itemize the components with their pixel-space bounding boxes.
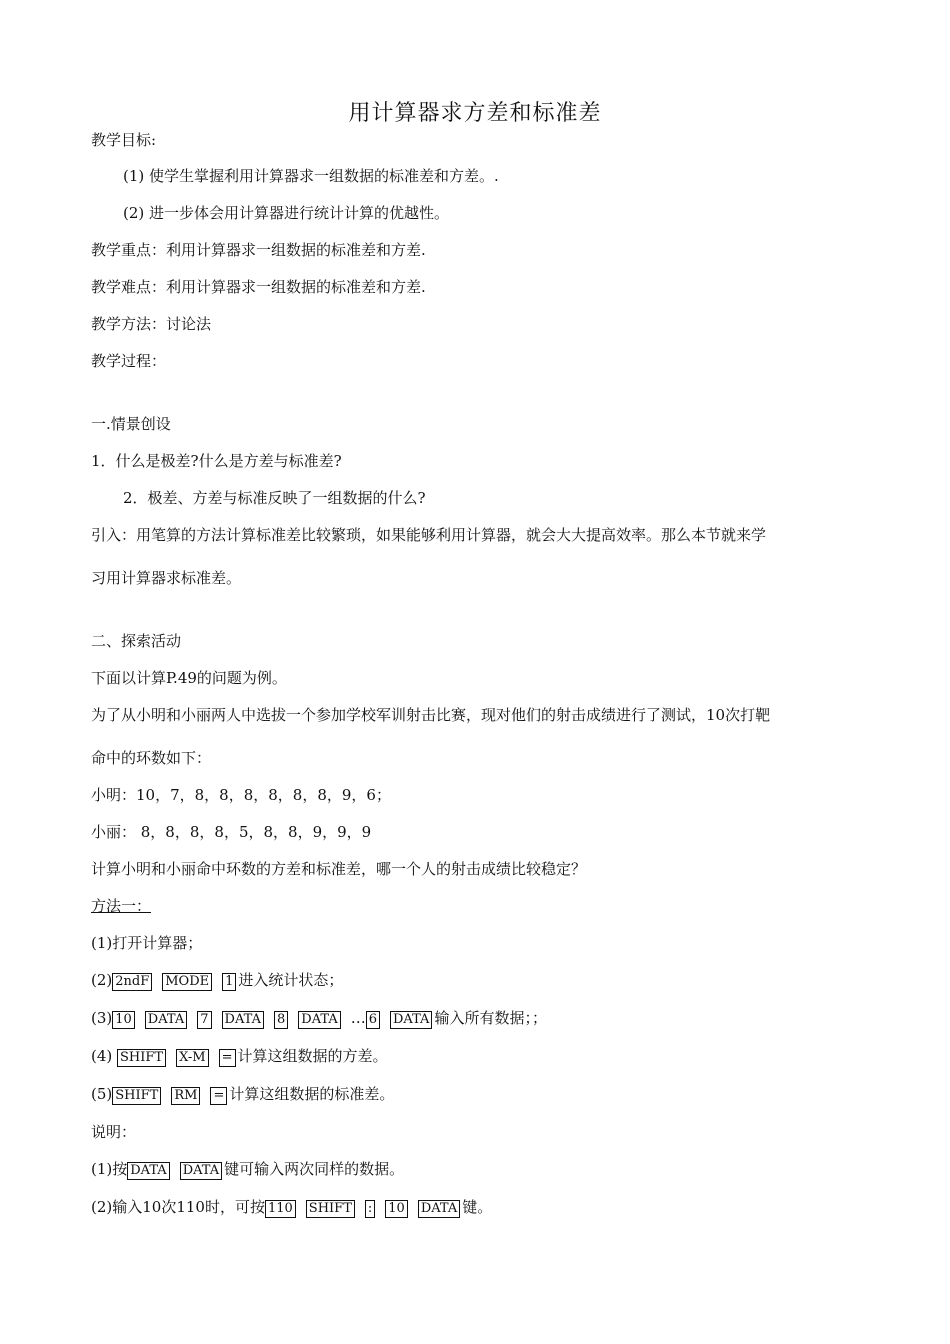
key-2ndf: 2ndF: [112, 973, 152, 991]
method1-heading: 方法一：: [91, 897, 152, 915]
objectives-heading: 教学目标:: [91, 131, 157, 149]
step-3: [91, 1008, 547, 1029]
key-110: 110: [265, 1200, 296, 1218]
step-5-prefix: (5): [91, 1085, 113, 1103]
key-10: 10: [112, 1011, 135, 1029]
xiaoming-scores: 小明：10，7，8，8，8，8，8，8，9，6；: [91, 786, 391, 804]
step-2-prefix: (2): [91, 971, 113, 989]
teaching-process: 教学过程：: [91, 352, 167, 370]
key-shift: SHIFT: [306, 1200, 355, 1218]
difficulty: 教学难点：利用计算器求一组数据的标准差和方差.: [91, 278, 426, 296]
key-7: 7: [197, 1011, 211, 1029]
page-title: 用计算器求方差和标准差: [348, 101, 602, 126]
step-5: [91, 1084, 394, 1105]
key-data: DATA: [145, 1011, 187, 1029]
objective-1: (1) 使学生掌握利用计算器求一组数据的标准差和方差。.: [123, 167, 499, 185]
step-4-suffix: 计算这组数据的方差。: [237, 1047, 388, 1065]
intro-line-1: 引入：用笔算的方法计算标准差比较繁琐，如果能够利用计算器，就会大大提高效率。那么本节就来学: [91, 526, 767, 544]
step-2-suffix: 进入统计状态；: [238, 971, 344, 989]
key-data: DATA: [390, 1011, 432, 1029]
problem-line-2: 命中的环数如下：: [91, 749, 212, 767]
key-point: 教学重点：利用计算器求一组数据的标准差和方差.: [91, 241, 426, 259]
step-1: (1)打开计算器；: [91, 934, 203, 952]
xiaoli-scores: 小丽： 8，8，8，8，5，8，8，9，9，9: [91, 823, 372, 841]
key-10: 10: [385, 1200, 408, 1218]
key-1: 1: [222, 973, 236, 991]
problem-line-1: 为了从小明和小丽两人中选拔一个参加学校军训射击比赛，现对他们的射击成绩进行了测试，10次打靶: [91, 706, 771, 724]
example-reference: 下面以计算P.49的问题为例。: [91, 669, 287, 687]
key-x-m: X-M: [176, 1049, 209, 1067]
key-8: 8: [274, 1011, 288, 1029]
intro-line-2: 习用计算器求标准差。: [91, 569, 242, 587]
key-rm: RM: [171, 1087, 200, 1105]
note-1-prefix: (1)按: [91, 1160, 128, 1178]
question-2: 2．极差、方差与标准反映了一组数据的什么?: [123, 489, 426, 507]
question-1: 1．什么是极差?什么是方差与标准差?: [91, 452, 342, 470]
key-6: 6: [366, 1011, 380, 1029]
key-mode: MODE: [162, 973, 212, 991]
key-data: DATA: [222, 1011, 264, 1029]
key-equals: =: [219, 1049, 236, 1067]
step-4: [91, 1046, 388, 1067]
key-data: DATA: [418, 1200, 460, 1218]
note-1-suffix: 键可输入两次同样的数据。: [224, 1160, 405, 1178]
step-3-prefix: (3): [91, 1009, 113, 1027]
note-2: [91, 1197, 492, 1218]
key-data: DATA: [298, 1011, 340, 1029]
question-stability: 计算小明和小丽命中环数的方差和标准差，哪一个人的射击成绩比较稳定？: [91, 860, 587, 878]
step-5-suffix: 计算这组数据的标准差。: [229, 1085, 395, 1103]
key-colon: :: [365, 1200, 375, 1218]
ellipsis: …: [350, 1009, 366, 1027]
note-2-suffix: 键。: [462, 1198, 493, 1216]
step-2: [91, 970, 343, 991]
key-data: DATA: [180, 1162, 222, 1180]
teaching-method: 教学方法：讨论法: [91, 315, 212, 333]
key-data: DATA: [127, 1162, 169, 1180]
notes-heading: 说明：: [91, 1123, 137, 1141]
key-equals: =: [210, 1087, 227, 1105]
step-4-prefix: (4): [91, 1047, 113, 1065]
note-1: [91, 1159, 404, 1180]
objective-2: (2) 进一步体会用计算器进行统计计算的优越性。: [123, 204, 450, 222]
section2-heading: 二、探索活动: [91, 632, 182, 650]
key-shift: SHIFT: [112, 1087, 161, 1105]
step-3-suffix: 输入所有数据；；: [434, 1009, 547, 1027]
section1-heading: 一.情景创设: [91, 415, 171, 433]
note-2-prefix: (2)输入10次110时，可按: [91, 1198, 265, 1216]
key-shift: SHIFT: [117, 1049, 166, 1067]
